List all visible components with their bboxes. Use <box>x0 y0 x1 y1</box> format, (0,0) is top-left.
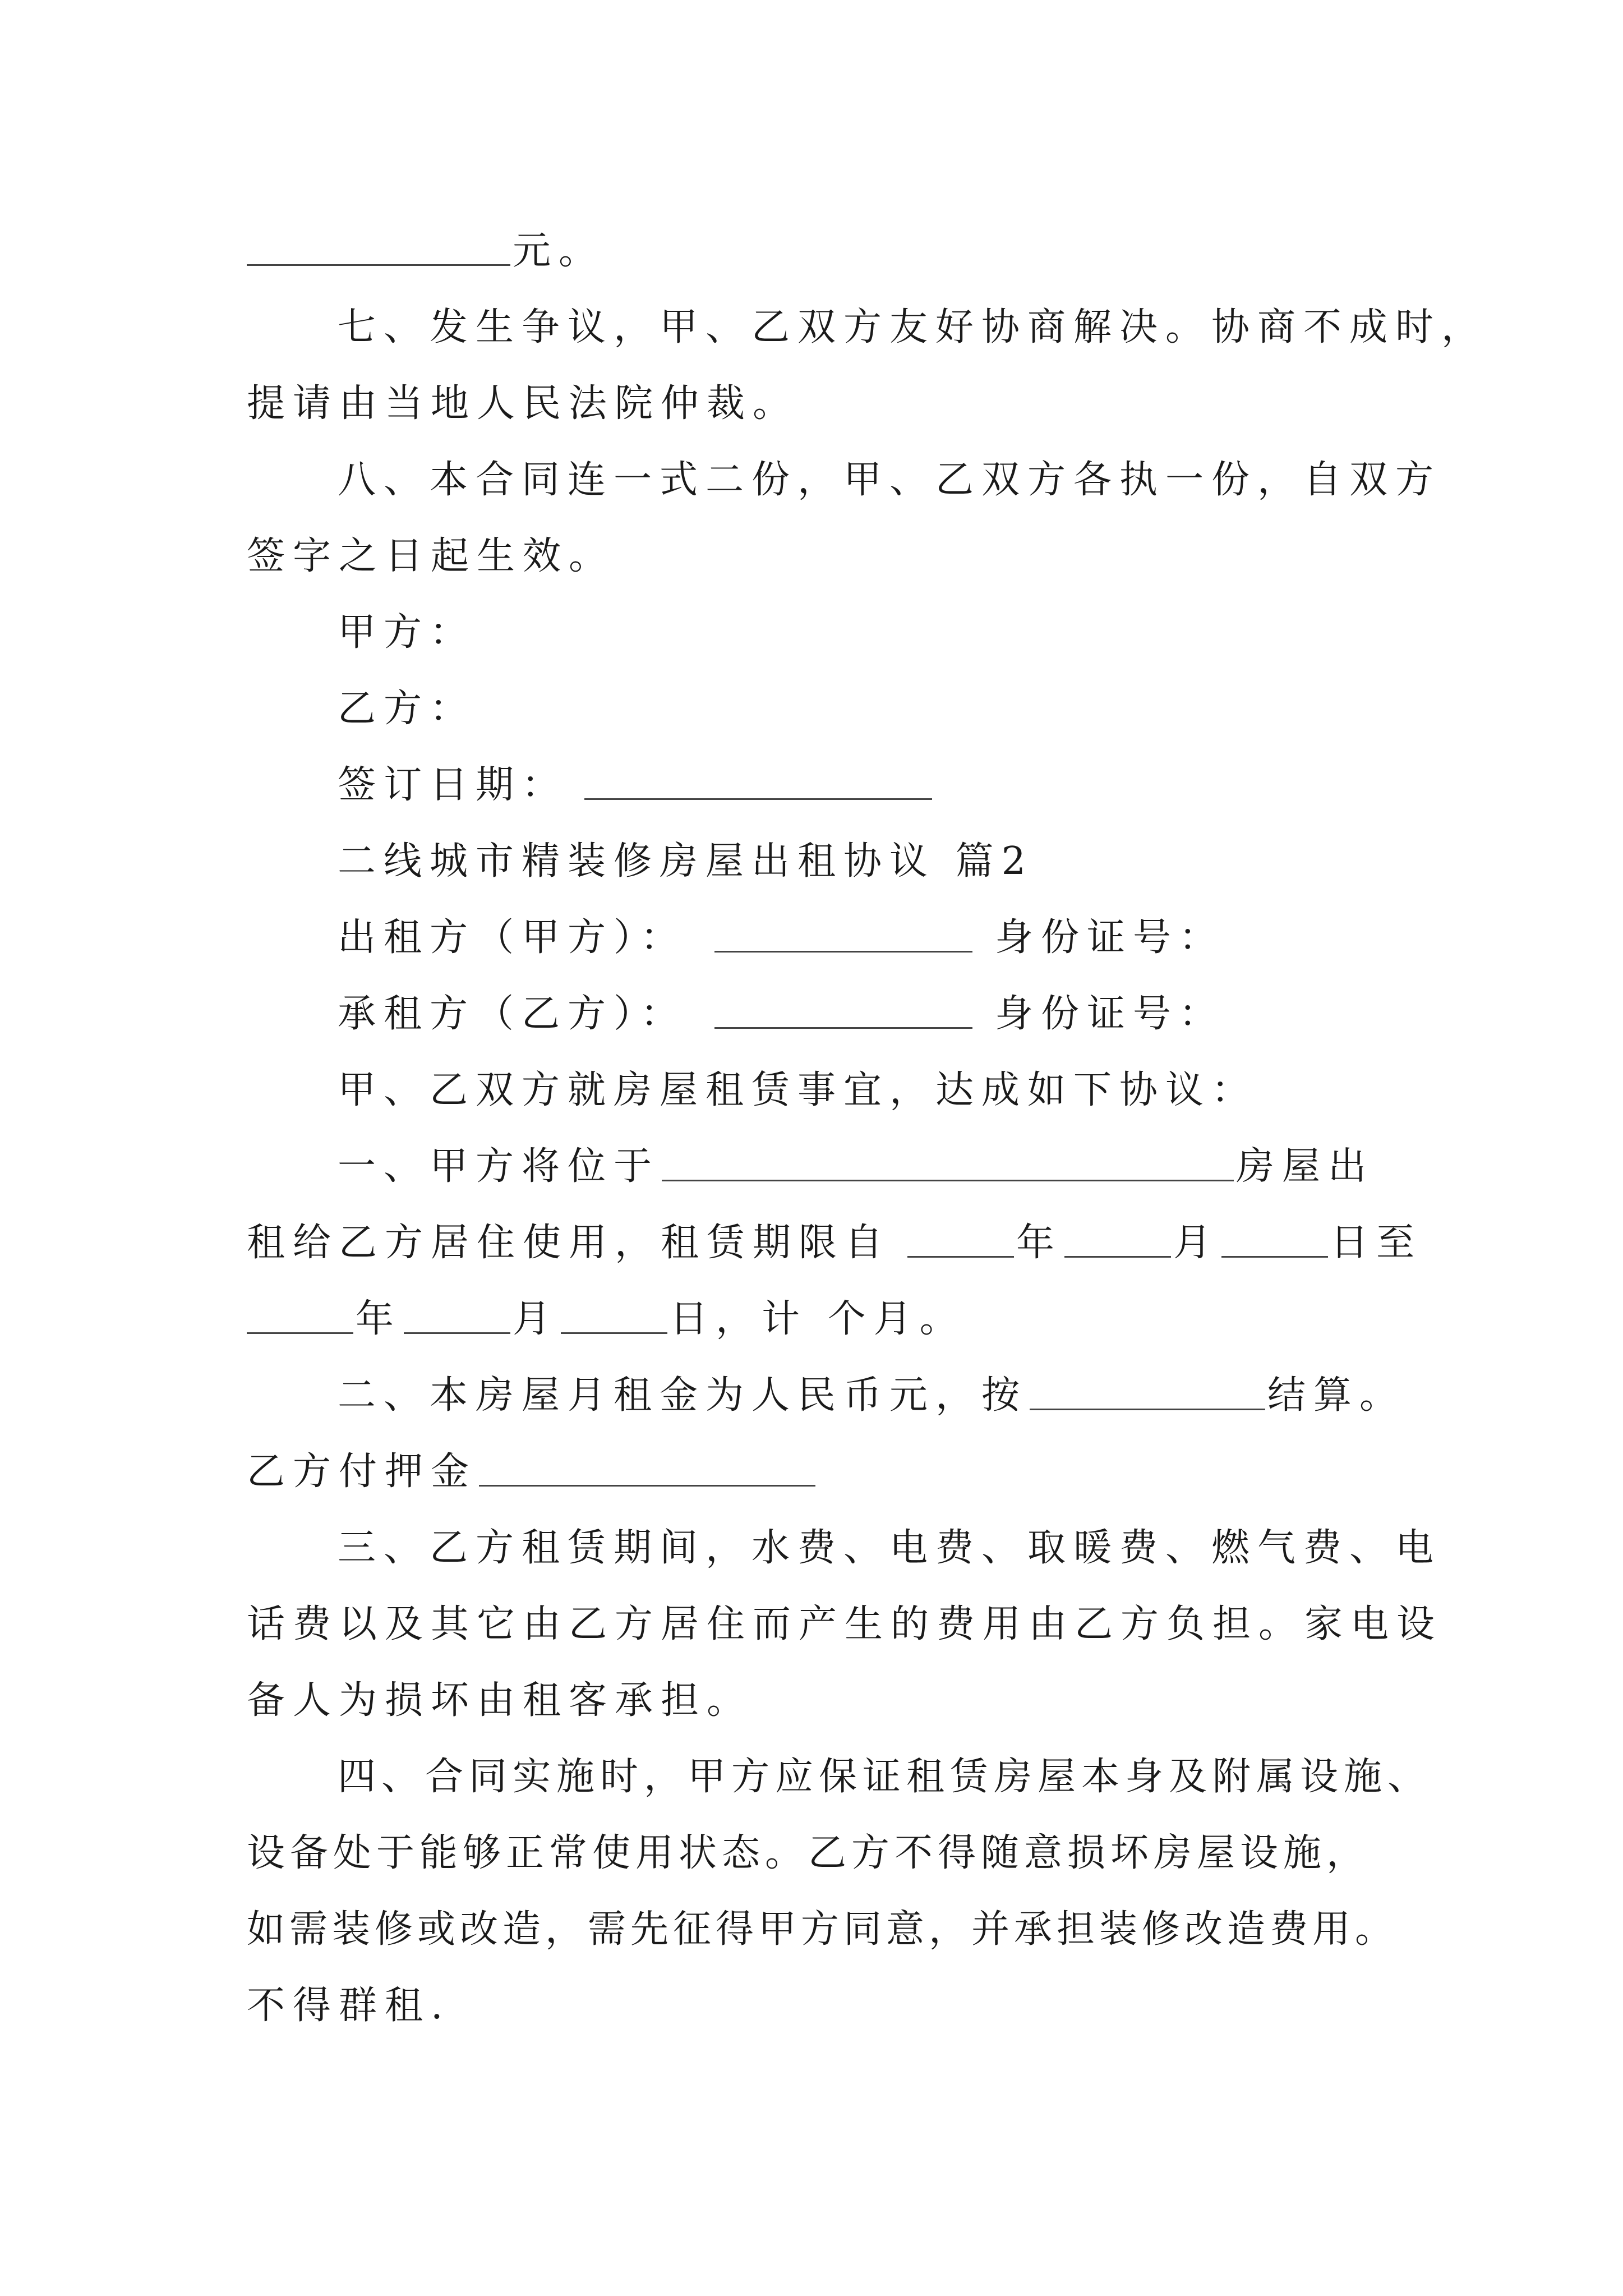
clause-1-line-1 <box>247 1129 1385 1205</box>
clause-4-line-1 <box>247 1739 1432 1815</box>
section-title-text: 二线城市精装修房屋出租协议 篇2 <box>338 839 1034 884</box>
lessee-id-label: 身份证号： <box>995 992 1225 1036</box>
clause-8-text: 八、本合同连一式二份，甲、乙双方各执一份，自双方 <box>338 458 1442 502</box>
clause-7-line-1 <box>247 289 1488 366</box>
text-yuan: 元。 <box>513 229 605 273</box>
end-year-label: 年 <box>356 1297 402 1341</box>
month-label: 月 <box>1173 1221 1220 1265</box>
clause-7-text-cont: 提请由当地人民法院仲裁。 <box>247 381 799 426</box>
lessor-label: 出租方（甲方）： <box>338 915 687 960</box>
clause-3-text: 三、乙方租赁期间，水费、电费、取暖费、燃气费、电 <box>338 1526 1442 1570</box>
clause-3-text-cont: 话费以及其它由乙方居住而产生的费用由乙方负担。家电设 <box>247 1602 1443 1646</box>
clause-8-line-2 <box>247 518 1385 595</box>
day-to-label: 日至 <box>1330 1221 1423 1265</box>
sign-date-label: 签订日期： <box>338 763 568 807</box>
clause-2-line-1 <box>247 1358 1406 1434</box>
line-amount <box>247 213 1385 289</box>
lessor-id-label: 身份证号： <box>995 915 1225 960</box>
clause-4-line-3 <box>247 1892 1398 1968</box>
lessor-line <box>247 900 1385 976</box>
amount-blank <box>247 225 510 266</box>
clause-1-text-end: 房屋出 <box>1236 1144 1375 1189</box>
start-year-blank <box>907 1217 1014 1258</box>
start-month-blank <box>1064 1217 1171 1258</box>
agreement-intro <box>247 1052 1385 1129</box>
clause-4-text: 四、合同实施时，甲方应保证租赁房屋本身及附属设施、 <box>338 1755 1432 1799</box>
party-b-label: 乙方： <box>338 687 476 731</box>
lessee-blank <box>714 988 972 1029</box>
section-title-2 <box>247 823 1385 900</box>
end-year-blank <box>247 1293 353 1334</box>
end-day-blank <box>561 1293 667 1334</box>
clause-4-text-cont-2: 如需装修或改造，需先征得甲方同意，并承担装修改造费用。 <box>247 1907 1398 1952</box>
clause-7-text: 七、发生争议，甲、乙双方友好协商解决。协商不成时， <box>338 305 1488 349</box>
party-a-signature <box>247 595 1385 671</box>
year-label: 年 <box>1016 1221 1063 1265</box>
payment-method-blank <box>1030 1369 1265 1410</box>
deposit-blank <box>479 1446 815 1487</box>
lessee-label: 承租方（乙方）： <box>338 992 687 1036</box>
clause-2-text: 二、本房屋月租金为人民币元，按 <box>338 1373 1028 1418</box>
clause-3-line-1 <box>247 1510 1442 1586</box>
lessee-line <box>247 976 1385 1052</box>
party-b-signature <box>247 671 1385 747</box>
deposit-label: 乙方付押金 <box>247 1450 477 1494</box>
start-day-blank <box>1221 1217 1328 1258</box>
clause-1-line-2 <box>247 1205 1423 1281</box>
document-page <box>247 213 1488 2044</box>
clause-4-text-end: 不得群租. <box>247 1984 451 2028</box>
address-blank <box>662 1140 1234 1181</box>
clause-3-text-end: 备人为损坏由租客承担。 <box>247 1678 753 1723</box>
party-a-label: 甲方： <box>338 610 476 655</box>
clause-7-line-2 <box>247 366 1385 442</box>
clause-2-line-2 <box>247 1434 1385 1510</box>
sign-date-blank <box>584 759 932 800</box>
clause-1-text: 一、甲方将位于 <box>338 1144 660 1189</box>
clause-4-line-2 <box>247 1815 1385 1892</box>
clause-4-text-cont: 设备处于能够正常使用状态。乙方不得随意损坏房屋设施， <box>247 1831 1370 1875</box>
agreement-intro-text: 甲、乙双方就房屋租赁事宜，达成如下协议： <box>338 1068 1258 1112</box>
end-month-label: 月 <box>513 1297 559 1341</box>
clause-3-line-2 <box>247 1586 1443 1663</box>
sign-date-line <box>247 747 1385 823</box>
clause-8-line-1 <box>247 442 1442 518</box>
lease-term-text: 租给乙方居住使用，租赁期限自 <box>247 1221 891 1265</box>
lessor-blank <box>714 912 972 953</box>
clause-3-line-3 <box>247 1663 1385 1739</box>
clause-4-line-4 <box>247 1968 1385 2044</box>
clause-2-text-end: 结算。 <box>1267 1373 1406 1418</box>
end-day-label: 日，计 个月。 <box>670 1297 966 1341</box>
end-month-blank <box>404 1293 510 1334</box>
clause-8-text-cont: 签字之日起生效。 <box>247 534 615 578</box>
clause-1-line-3 <box>247 1281 1385 1358</box>
